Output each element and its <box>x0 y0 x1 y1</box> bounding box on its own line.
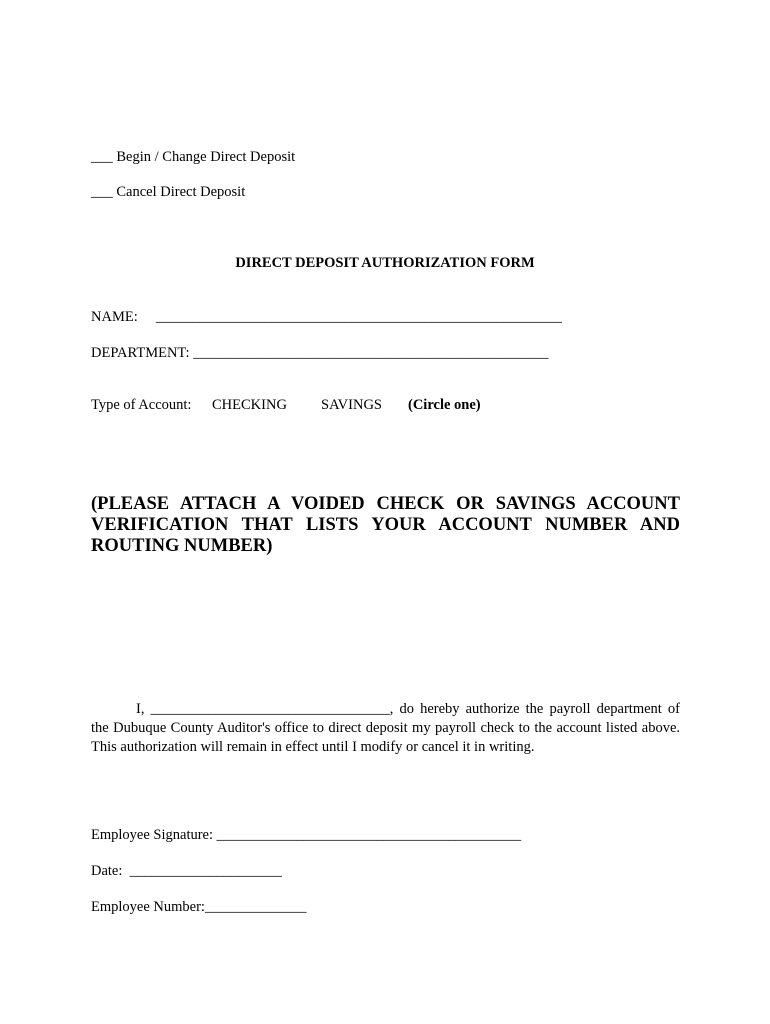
name-field: NAME: ________________________________________________________ <box>91 309 562 325</box>
form-title: DIRECT DEPOSIT AUTHORIZATION FORM <box>235 255 535 271</box>
authorization-paragraph <box>91 700 680 757</box>
date-field: Date: _____________________ <box>91 863 282 879</box>
account-type-label: Type of Account: <box>91 397 192 413</box>
checking-option: CHECKING <box>212 397 287 413</box>
savings-option: SAVINGS <box>321 397 382 413</box>
begin-change-option: ___ Begin / Change Direct Deposit <box>91 149 296 165</box>
employee-number-field: Employee Number:______________ <box>91 899 307 915</box>
cancel-option: ___ Cancel Direct Deposit <box>91 184 246 200</box>
circle-one-instruction: (Circle one) <box>408 397 481 413</box>
authorization-text: I, _________________________________, do hereby authorize the payroll department of the Dubuque County Auditor's office to direct deposit my payroll check to the account listed above. This authorization will remain in effect until I modify or cancel it in writing. <box>91 701 680 755</box>
attach-check-notice: (PLEASE ATTACH A VOIDED CHECK OR SAVINGS ACCOUNT VERIFICATION THAT LISTS YOUR ACCOUNT NUMBER AND ROUTING NUMBER) <box>91 494 680 556</box>
employee-signature-field: Employee Signature: __________________________________________ <box>91 827 522 843</box>
department-field: DEPARTMENT: _________________________________________________ <box>91 345 549 361</box>
